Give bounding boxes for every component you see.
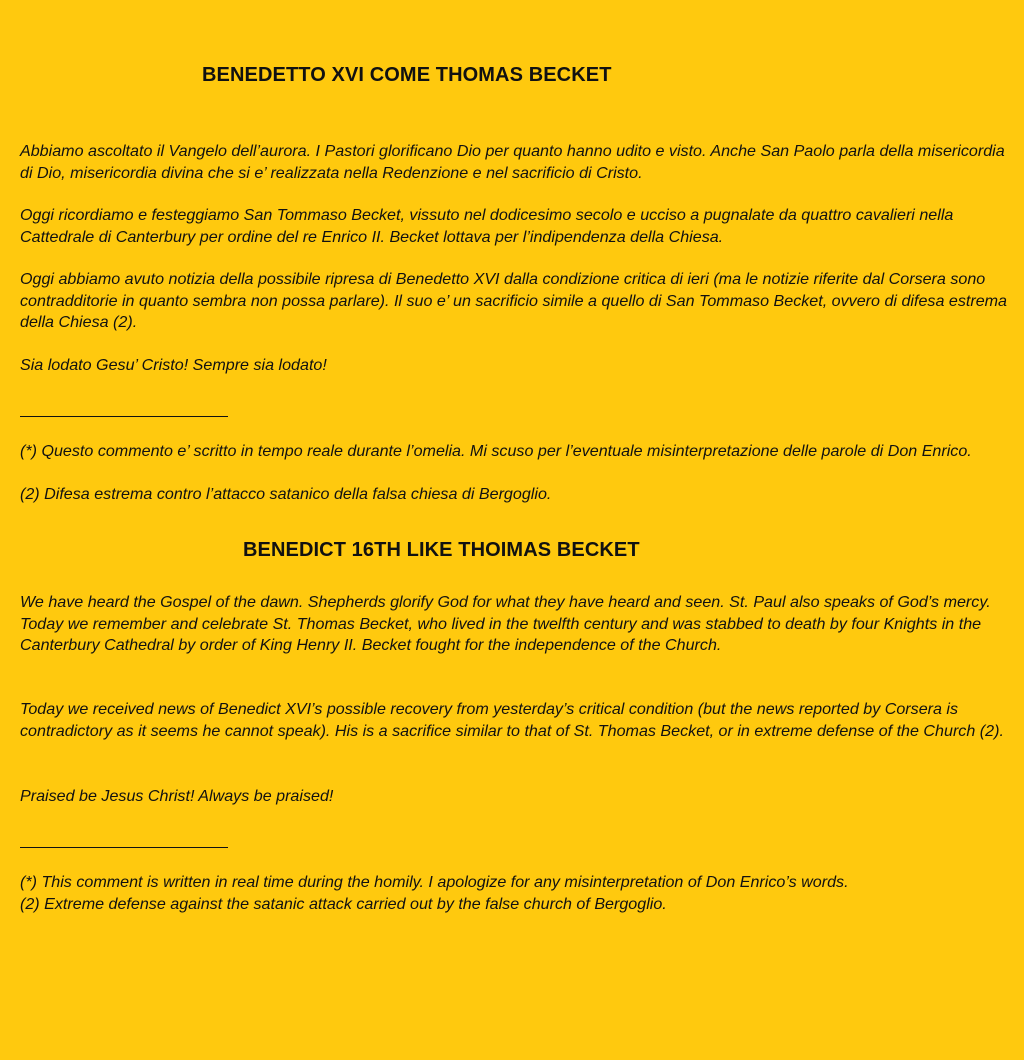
italian-footnote-2: (2) Difesa estrema contro l’attacco satanico della falsa chiesa di Bergoglio. <box>20 485 552 503</box>
english-paragraph-1: We have heard the Gospel of the dawn. Shepherds glorify God for what they have heard and seen. St. Paul also speaks of God’s mercy. Today we remember and celebrate St. Thomas Becket, who lived in the twelfth century and was stabbed to death by four Knights in the Canterbury Cathedral by order of King Henry II. Becket fought for the independence of the Church. <box>20 593 991 654</box>
english-title: BENEDICT 16TH LIKE THOIMAS BECKET <box>243 539 640 561</box>
english-paragraph-2: Today we received news of Benedict XVI’s possible recovery from yesterday’s critical condition (but the news reported by Corsera is contradictory as it seems he cannot speak). His is a sacrifice similar to that of St. Thomas Becket, or in extreme defense of the Church (2). <box>20 700 1004 740</box>
english-paragraph-3: Praised be Jesus Christ! Always be praised! <box>20 787 334 805</box>
italian-footnote-divider <box>20 416 228 417</box>
italian-title: BENEDETTO XVI COME THOMAS BECKET <box>202 64 612 86</box>
italian-footnote-1: (*) Questo commento e’ scritto in tempo reale durante l’omelia. Mi scuso per l’eventuale misinterpretazione delle parole di Don Enrico. <box>20 442 972 460</box>
italian-paragraph-2: Oggi ricordiamo e festeggiamo San Tommaso Becket, vissuto nel dodicesimo secolo e ucciso a pugnalate da quattro cavalieri nella Cattedrale di Canterbury per ordine del re Enrico II. Becket lottava per l’indipendenza della Chiesa. <box>20 206 954 246</box>
english-footnote-2: (2) Extreme defense against the satanic attack carried out by the false church of Bergoglio. <box>20 895 667 913</box>
english-footnote-divider <box>20 847 228 848</box>
italian-paragraph-3: Oggi abbiamo avuto notizia della possibile ripresa di Benedetto XVI dalla condizione critica di ieri (ma le notizie riferite dal Corsera sono contradditorie in quanto sembra non possa parlare). Il suo e’ un sacrificio simile a quello di San Tommaso Becket, ovvero di difesa estrema della Chiesa (2). <box>20 270 1007 331</box>
english-footnote-1: (*) This comment is written in real time during the homily. I apologize for any misinterpretation of Don Enrico’s words. <box>20 873 849 891</box>
italian-paragraph-4: Sia lodato Gesu’ Cristo! Sempre sia lodato! <box>20 356 327 374</box>
italian-paragraph-1: Abbiamo ascoltato il Vangelo dell’aurora. I Pastori glorificano Dio per quanto hanno udito e visto. Anche San Paolo parla della misericordia di Dio, misericordia divina che si e’ realizzata nella Redenzione e nel sacrificio di Cristo. <box>20 142 1005 182</box>
